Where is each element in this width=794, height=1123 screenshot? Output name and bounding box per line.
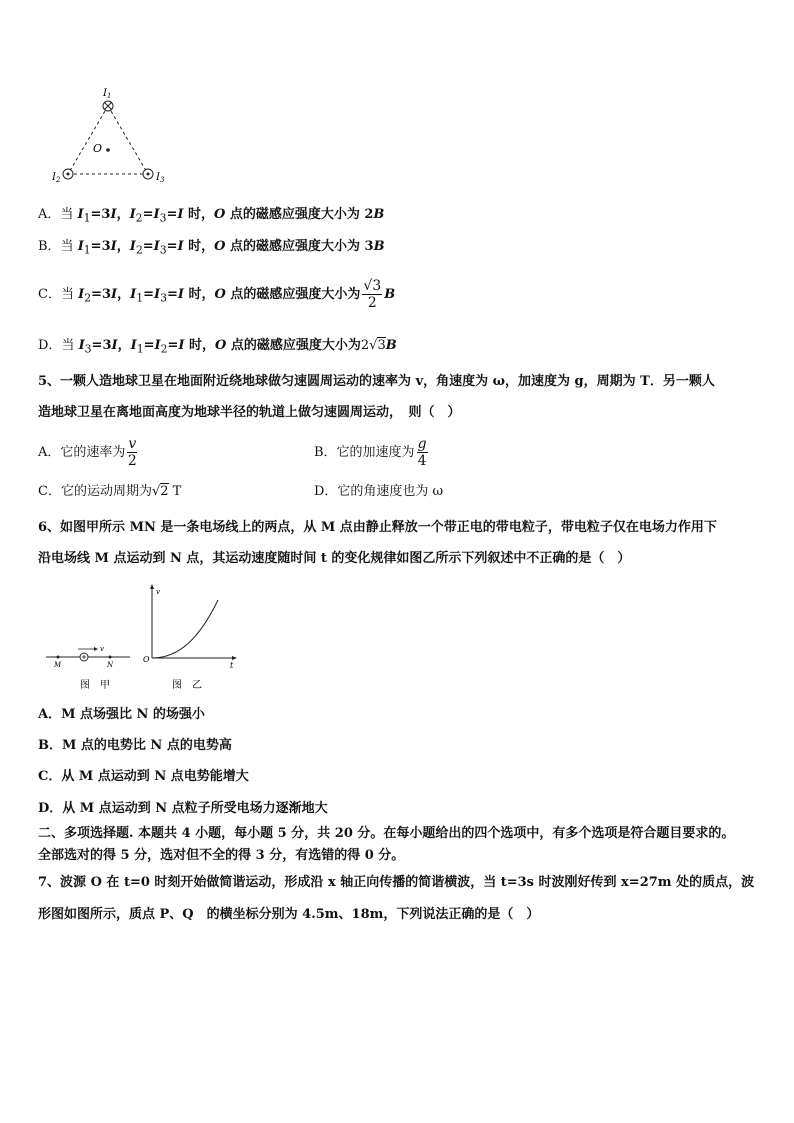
q5-stem-line1: 5、一颗人造地球卫星在地面附近绕地球做匀速圆周运动的速率为 v，角速度为 ω，加速度为 g，周期为 T．另一颗人: [38, 374, 715, 389]
var-i: I: [78, 287, 85, 302]
frac-den: 2: [127, 453, 137, 469]
text: 时，: [184, 287, 215, 302]
text: 点的磁感应强度大小为: [225, 239, 365, 254]
label-m: M: [54, 661, 62, 669]
sub: 1: [83, 211, 91, 225]
var-i: I: [110, 239, 117, 254]
current-into-page-icon: [103, 101, 113, 111]
eq: =: [166, 239, 178, 254]
fraction-v-over-2: [127, 437, 137, 468]
var-i: I: [178, 338, 185, 353]
sub: 3: [159, 243, 167, 257]
q4-option-a[interactable]: [38, 206, 384, 228]
var-i: I: [177, 239, 184, 254]
var-i: I: [77, 207, 84, 222]
current-out-of-page-icon-right: [143, 169, 153, 179]
q7-stem-line1: 7、波源 O 在 t=0 时刻开始做简谐运动，形成沿 x 轴正向传播的简谐横波，当 t=3s 时波刚好传到 x=27m 处的质点，波: [38, 875, 755, 890]
var-i: I: [153, 207, 160, 222]
label-i3: $I_3$: [156, 172, 165, 184]
comma: ，: [116, 207, 130, 222]
var-o: O: [214, 287, 226, 302]
opt-prefix: C．当: [38, 287, 79, 302]
q4-option-d[interactable]: [38, 337, 397, 359]
var-b: B: [373, 239, 385, 254]
q7-stem-line2: 形图如图所示，质点 P、Q 的横坐标分别为 4.5m、18m，下列说法正确的是（ ）: [38, 907, 540, 922]
var-i: I: [111, 338, 118, 353]
var-o: O: [215, 338, 227, 353]
fraction-sqrt3-over-2: [362, 279, 382, 310]
q6-stem-line1: 6、如图甲所示 MN 是一条电场线上的两点，从 M 点由静止释放一个带正电的带电粒子，带电粒子仅在电场力作用下: [38, 520, 717, 535]
var-i: I: [154, 338, 161, 353]
label-v: v: [156, 588, 160, 596]
opt-prefix: A．当: [38, 207, 78, 222]
var-i: I: [129, 207, 136, 222]
text: 点的磁感应强度大小为: [226, 338, 361, 353]
opt-text: B．它的加速度为: [314, 445, 415, 460]
fraction-g-over-4: [417, 437, 428, 468]
sub: 2: [160, 342, 168, 356]
frac-num: v: [128, 436, 137, 452]
q5-option-b[interactable]: [314, 436, 430, 470]
radicand: 3: [377, 338, 386, 353]
q5-option-d[interactable]: D．它的角速度也为 ω: [314, 484, 444, 499]
var-i: I: [129, 239, 136, 254]
eq: =: [166, 207, 178, 222]
text: 点的磁感应强度大小为: [225, 207, 365, 222]
comma: ，: [116, 239, 130, 254]
var-o: O: [213, 207, 226, 222]
sqrt-sign-icon: √: [369, 338, 378, 353]
q6-stem-line2: 沿电场线 M 点运动到 N 点，其运动速度随时间 t 的变化规律如图乙所示下列叙述中不正确的是（ ）: [38, 551, 631, 566]
label-o: O: [143, 655, 150, 664]
q5-option-c[interactable]: [38, 483, 181, 501]
coef: 3: [364, 239, 374, 254]
radicand: 2: [160, 484, 169, 499]
sub: 1: [136, 291, 144, 305]
var-b: B: [384, 287, 396, 302]
figure-yi-caption: 图 乙: [172, 680, 202, 691]
eq: =3: [90, 207, 111, 222]
sub: 2: [135, 243, 143, 257]
var-i: I: [177, 287, 185, 302]
q6-option-a[interactable]: A．M 点场强比 N 的场强小: [38, 707, 205, 722]
figure-jia-svg: [44, 640, 134, 695]
velocity-curve: [152, 600, 218, 658]
figure-yi-svg: [140, 582, 240, 694]
text: 时，: [183, 239, 215, 254]
coef: 2: [364, 207, 374, 222]
var-i: I: [153, 239, 160, 254]
y-axis-arrow-icon: [150, 584, 154, 589]
label-n: N: [107, 661, 114, 669]
text: 时，: [184, 338, 216, 353]
frac-num: g: [417, 436, 427, 452]
opt-text: C．它的运动周期为: [38, 484, 152, 499]
figure-jia-caption: 图 甲: [80, 680, 110, 691]
eq: =3: [90, 239, 111, 254]
figure-jia: [44, 640, 134, 695]
eq: =: [143, 287, 155, 302]
var-i: I: [78, 338, 85, 353]
sub: 3: [160, 291, 168, 305]
text: 点的磁感应强度大小为: [225, 287, 361, 302]
comma: ，: [117, 287, 131, 302]
sub: 1: [83, 243, 91, 257]
frac-den: 4: [417, 453, 427, 469]
eq: =: [142, 207, 154, 222]
triangle-svg: [50, 86, 170, 186]
var-i: I: [111, 287, 118, 302]
unit: T: [168, 484, 182, 499]
var-i: I: [130, 287, 137, 302]
label-o: O: [93, 142, 103, 155]
var-b: B: [385, 338, 397, 353]
opt-prefix: B．当: [38, 239, 78, 254]
eq: =: [142, 239, 154, 254]
section2-heading-line2: 全部选对的得 5 分，选对但不全的得 3 分，有选错的得 0 分。: [38, 848, 405, 863]
text: 时，: [183, 207, 214, 222]
var-i: I: [77, 239, 84, 254]
opt-prefix: D．当: [38, 338, 79, 353]
figure-yi: [140, 582, 240, 694]
sub: 1: [136, 342, 144, 356]
var-b: B: [373, 207, 385, 222]
label-t: t: [230, 661, 234, 670]
triangle-current-figure: [50, 86, 170, 186]
sub: 3: [159, 211, 167, 225]
sub: 2: [84, 291, 92, 305]
point-m-dot: [57, 656, 60, 659]
eq: =: [167, 287, 178, 302]
label-i1: $I_1$: [103, 88, 112, 100]
q4-option-c[interactable]: [38, 278, 395, 316]
label-v: v: [100, 645, 104, 653]
q5-option-a[interactable]: [38, 436, 139, 470]
sqrt-sign-icon: √: [151, 484, 161, 499]
comma: ，: [117, 338, 131, 353]
section2-heading-line1: 二、多项选择题. 本题共 4 小题，每小题 5 分，共 20 分。在每小题给出的四个选项中，有多个选项是符合题目要求的。: [38, 826, 735, 841]
label-i2: $I_2$: [52, 172, 61, 184]
q6-option-b[interactable]: B．M 点的电势比 N 点的电势高: [38, 738, 232, 753]
x-axis-arrow-icon: [232, 656, 237, 660]
q4-option-b[interactable]: [38, 238, 385, 260]
triangle-edge-left: [68, 106, 108, 174]
frac-num: √3: [363, 278, 382, 294]
eq: =3: [91, 338, 112, 353]
q5-stem-line2: 造地球卫星在离地面高度为地球半径的轨道上做匀速圆周运动， 则（ ）: [38, 405, 461, 420]
opt-text: A．它的速率为: [38, 445, 126, 460]
q6-option-c[interactable]: C．从 M 点运动到 N 点电势能增大: [38, 769, 249, 784]
eq: =: [143, 338, 155, 353]
var-o: O: [214, 239, 226, 254]
var-i: I: [130, 338, 137, 353]
triangle-edge-right: [108, 106, 148, 174]
coef: 2: [360, 338, 370, 353]
current-out-of-page-icon-left: [63, 169, 73, 179]
frac-den: 2: [367, 295, 377, 311]
eq: =3: [91, 287, 112, 302]
var-i: I: [154, 287, 161, 302]
sub: 3: [84, 342, 92, 356]
var-i: I: [110, 207, 117, 222]
sub: 2: [135, 211, 143, 225]
q6-option-d[interactable]: D．从 M 点运动到 N 点粒子所受电场力逐渐地大: [38, 801, 328, 816]
center-point-dot: [106, 148, 110, 152]
point-n-dot: [109, 656, 112, 659]
eq: =: [167, 338, 179, 353]
var-i: I: [177, 207, 184, 222]
